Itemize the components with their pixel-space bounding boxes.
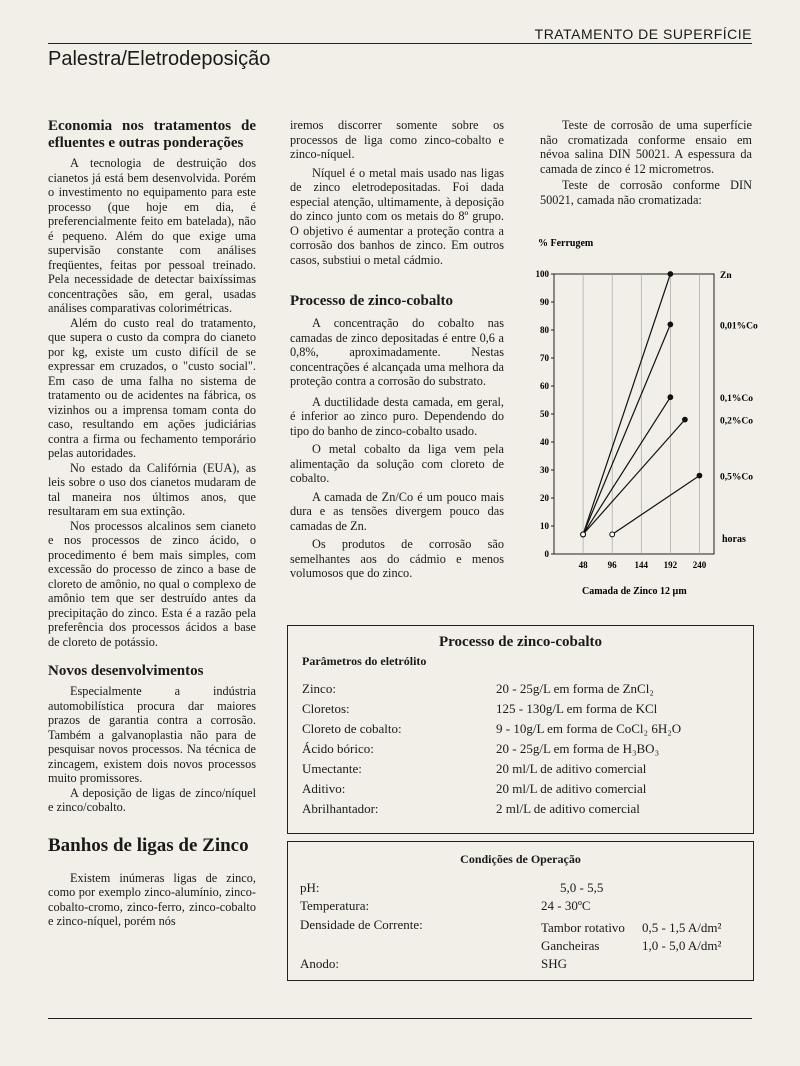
chart-point (668, 395, 673, 400)
param-label: Umectante: (302, 761, 362, 776)
temperature-value: 24 - 30ºC (541, 898, 591, 913)
chart-series-label: 0,01%Co (720, 321, 758, 332)
chart-series-line (583, 324, 670, 534)
param-label: Cloretos: (302, 701, 350, 716)
chart-xtick-label: 240 (692, 560, 707, 570)
chart-xlabel: Camada de Zinco 12 µm (582, 586, 687, 597)
param-label: Aditivo: (302, 781, 346, 796)
header-rule (48, 43, 752, 44)
param-value: 125 - 130g/L em forma de KCl (496, 701, 658, 716)
chart-ytick-label: 70 (540, 353, 549, 363)
section-title: Palestra/Eletrodeposição (48, 48, 271, 70)
chart-xtick-label: 192 (663, 560, 678, 570)
paragraph: Especialmente a indústria automobilística procura dar maiores prazos de garantia contra a corrosão. Também a galvanoplastia não para de pesquisar novos processos. Na técnica de zincagem, existem dois novos processos muito promissores. (48, 684, 256, 785)
chart-series-label: 0,2%Co (720, 416, 753, 427)
header-title: TRATAMENTO DE SUPERFÍCIE (534, 26, 752, 42)
chart-series-label: Zn (720, 271, 732, 281)
chart-ytick-label: 20 (540, 493, 549, 503)
chart-ytick-label: 100 (535, 269, 549, 279)
column-3 (540, 118, 752, 207)
param-value: 9 - 10g/L em forma de CoCl₂ 6H₂O (496, 721, 682, 736)
chart-series-line (583, 397, 670, 534)
param-value: 20 ml/L de aditivo comercial (496, 781, 647, 796)
paragraph: A camada de Zn/Co é um pouco mais dura e as tensões divergem pouco das camadas de Zn. (290, 489, 504, 533)
anodo-label: Anodo: (300, 956, 339, 971)
chart-series-line (583, 274, 670, 534)
chart-frame (554, 274, 714, 554)
paragraph: Existem inúmeras ligas de zinco, como por exemplo zinco-alumínio, zinco-cobalto-cromo, zinco-ferro, zinco-cobalto e zinco-níquel, porém nós (48, 870, 256, 928)
chart-ylabel: % Ferrugem (538, 238, 594, 249)
paragraph: A concentração do cobalto nas camadas de zinco depositadas é entre 0,6 a 0,8%, aproximadamente. Nestas concentrações é alcançada uma melhora da proteção contra a corrosão do substrato. (290, 316, 504, 388)
paragraph: Os produtos de corrosão são semelhantes aos do cádmio e menos volumosos que do zinco. (290, 537, 504, 580)
param-value: 20 - 25g/L em forma de H₃BO₃ (496, 741, 660, 756)
paragraph: iremos discorrer somente sobre os processos de liga como zinco-cobalto e zinco-níquel. (290, 118, 504, 161)
electrolyte-parameters-box (287, 625, 754, 834)
chart-ytick-label: 0 (544, 549, 549, 559)
chart-point (668, 322, 673, 327)
box-title: Condições de Operação (460, 852, 581, 866)
chart-xtick-label: 96 (607, 560, 617, 570)
paragraph: Teste de corrosão conforme DIN 50021, camada não cromatizada: (540, 178, 752, 207)
heading-banhos: Banhos de ligas de Zinco (48, 834, 249, 856)
chart-ytick-label: 50 (540, 409, 549, 419)
operating-conditions-box (287, 841, 754, 981)
chart-xtick-label: 48 (578, 560, 588, 570)
paragraph: Níquel é o metal mais usado nas ligas de zinco eletrodepositadas. Foi dada especial atenção, ultimamente, à deposição do zinco junto com os metais do 8º grupo. O objetivo é aumentar a proteção contra a corrosão dos banhos de zinco. Em outros casos, substiui o metal cádmio. (290, 165, 504, 267)
paragraph: Teste de corrosão de uma superfície não cromatizada conforme ensaio em névoa salina DIN 50021. A espessura da camada de zinco é 12 micrometros. (540, 118, 752, 176)
paragraph: Além do custo real do tratamento, que supera o custo da compra do cianeto por kg, existe um custo difícil de se expressar em cruzados, o "custo social". Em caso de uma falha no sistema de tratamento ou de acidentes na fábrica, os vizinhos ou a imprensa tomam conta do caso, resultando em ações judiciárias contra a firma ou fechamento temporário pelas autoridades. (48, 315, 256, 460)
tambor-value: 0,5 - 1,5 A/dm² (642, 920, 722, 935)
chart-series-line (612, 476, 699, 535)
chart-ytick-label: 60 (540, 381, 549, 391)
column-1 (48, 118, 256, 929)
current-density-label: Densidade de Corrente: (300, 917, 423, 932)
param-label: Abrilhantador: (302, 801, 379, 816)
chart-series-line (583, 420, 685, 535)
param-label: Ácido bórico: (302, 741, 374, 756)
ph-label: pH: (300, 880, 320, 895)
paragraph: O metal cobalto da liga vem pela alimentação da solução com cloreto de cobalto. (290, 442, 504, 485)
chart-x-unit: horas (722, 534, 746, 545)
ph-value: 5,0 - 5,5 (560, 880, 604, 895)
heading-zinco-cobalto: Processo de zinco-cobalto (290, 293, 454, 309)
heading-economia: Economia nos tratamentos de efluentes e outras ponderações (48, 118, 256, 151)
box-title: Processo de zinco-cobalto (438, 634, 603, 650)
chart-series-label: 0,1%Co (720, 394, 753, 405)
chart-ytick-label: 40 (540, 437, 549, 447)
paragraph: Nos processos alcalinos sem cianeto e nos processos de zinco ácido, o procedimento é bem mais simples, com excessão do processo de zinco a base de cloreto de amônio, no qual o complexo de amônio tem que ser destruído antes da precipitação do zinco. Esta é a razão pela preferência dos processos ácidos a base de cloreto de potássio. (48, 518, 256, 649)
box-subtitle: Parâmetros do eletrólito (302, 654, 427, 668)
chart-point (683, 417, 688, 422)
paragraph: A deposição de ligas de zinco/níquel e zinco/cobalto. (48, 785, 256, 814)
param-label: Zinco: (302, 681, 336, 696)
heading-novos: Novos desenvolvimentos (48, 663, 204, 679)
corrosion-chart (534, 234, 764, 604)
chart-ytick-label: 30 (540, 465, 549, 475)
tambor-label: Tambor rotativo (541, 920, 625, 935)
chart-series-label: 0,5%Co (720, 472, 753, 483)
chart-point (697, 473, 702, 478)
footer-rule (48, 1018, 752, 1019)
gancheiras-label: Gancheiras (541, 938, 600, 953)
paragraph: No estado da Califórnia (EUA), as leis sobre o uso dos cianetos mudaram de tal maneira nos últimos anos, que resultaram em sua extinção. (48, 460, 256, 518)
paragraph: A tecnologia de destruição dos cianetos já está bem desenvolvida. Porém o investimento no equipamento para este processo (que hoje em dia, é preferencialmente feito em batelada), não é pequeno. Além do que exige uma supervisão constante com análises freqüentes, feitas por pessoal treinado. Pela necessidade de detectar baixíssimas concentrações são, em geral, usadas análises comparativas colorimétricas. (48, 156, 256, 315)
chart-ytick-label: 90 (540, 297, 549, 307)
param-value: 2 ml/L de aditivo comercial (496, 801, 640, 816)
chart-point (610, 532, 615, 537)
chart-point (668, 272, 673, 277)
param-value: 20 ml/L de aditivo comercial (496, 761, 647, 776)
chart-ytick-label: 80 (540, 325, 549, 335)
chart-xtick-label: 144 (634, 560, 649, 570)
temperature-label: Temperatura: (300, 898, 370, 913)
anodo-value: SHG (541, 956, 568, 971)
chart-ytick-label: 10 (540, 521, 549, 531)
param-value: 20 - 25g/L em forma de ZnCl₂ (496, 681, 654, 696)
paragraph: A ductilidade desta camada, em geral, é inferior ao zinco puro. Dependendo do tipo do banho de zinco-cobalto usado. (290, 394, 504, 438)
param-label: Cloreto de cobalto: (302, 721, 402, 736)
gancheiras-value: 1,0 - 5,0 A/dm² (642, 938, 722, 953)
column-2 (290, 118, 504, 581)
chart-point (581, 532, 586, 537)
